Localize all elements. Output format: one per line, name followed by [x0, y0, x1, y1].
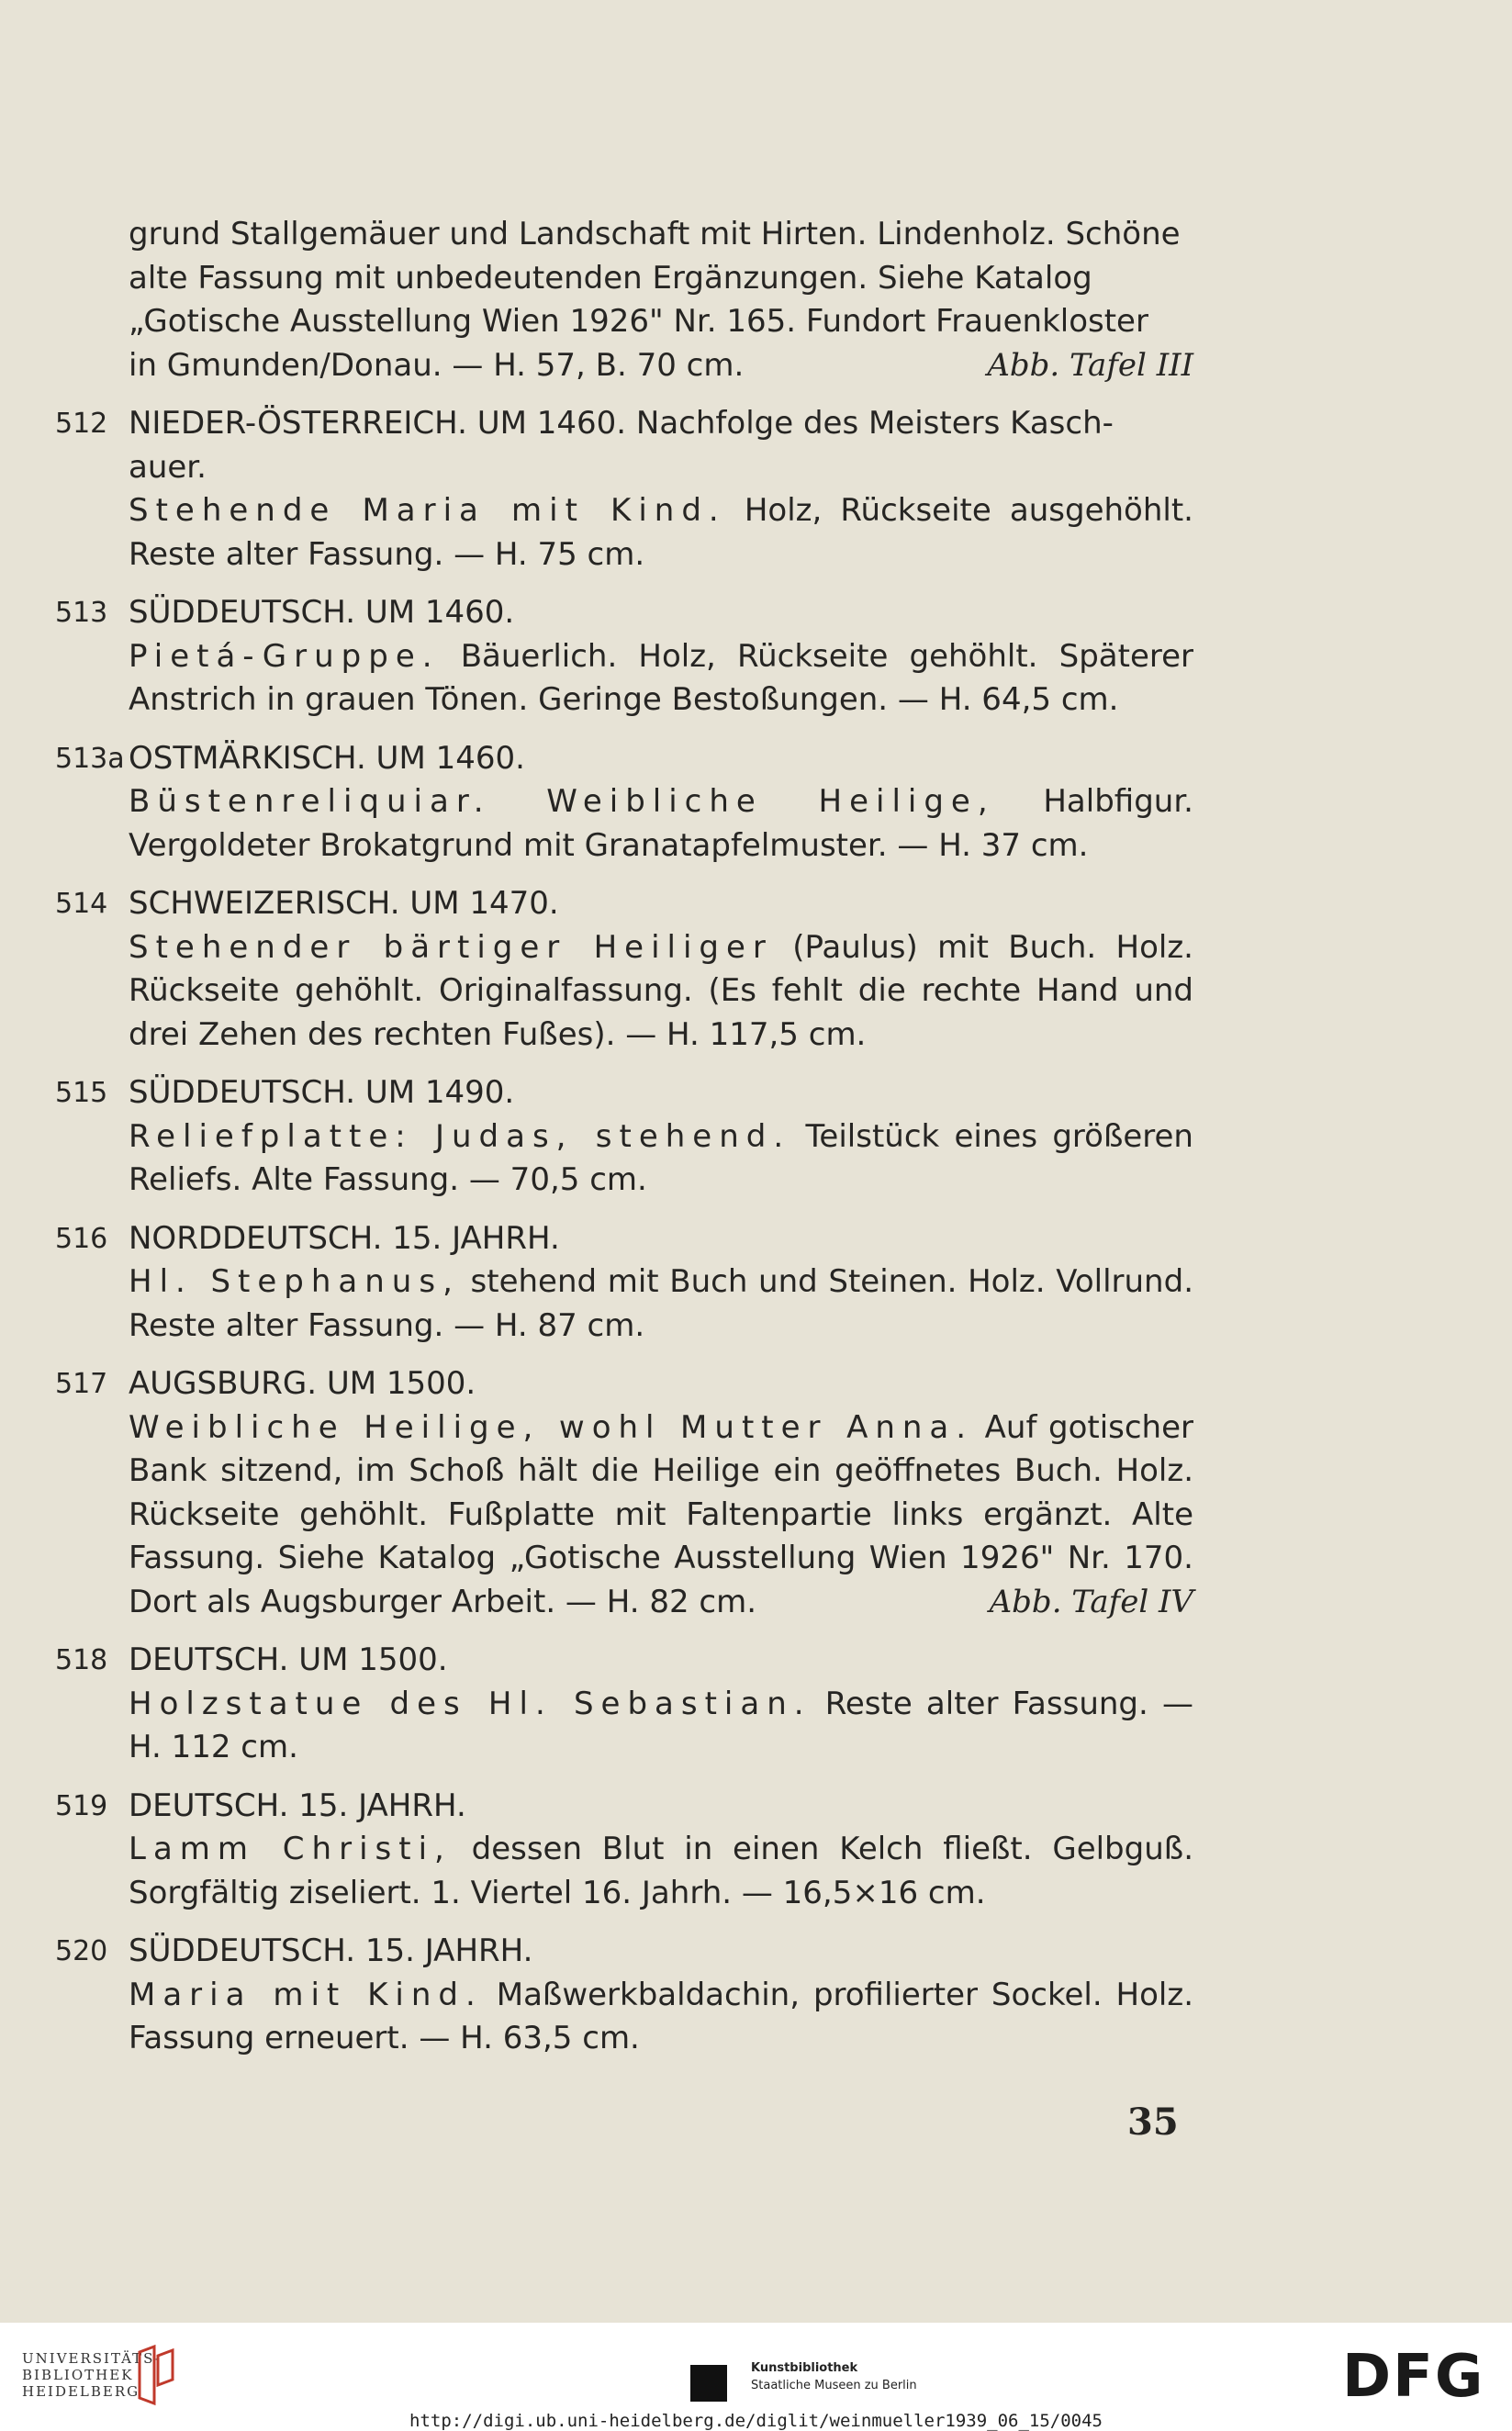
footer	[0, 2323, 1512, 2431]
catalog-entry	[55, 1362, 1193, 1624]
entry-details: dessen Blut in einen Kelch fließt. Gelbguß. Sorgfältig ziseliert. 1. Viertel 16. Jahrh. — 16,5×16 cm.	[129, 1831, 1193, 1911]
library-emblem-icon	[136, 2343, 178, 2407]
entry-description	[129, 780, 1193, 868]
entry-details: Teilstück eines größeren Reliefs. Alte Fassung. — 70,5 cm.	[129, 1117, 1193, 1198]
entry-details: Holz, Rückseite ausgehöhlt. Reste alter Fassung. — H. 75 cm.	[129, 492, 1193, 573]
entry-details: Bäuerlich. Holz, Rückseite gehöhlt. Späterer Anstrich in grauen Tönen. Geringe Bestoßungen. — H. 64,5 cm.	[129, 637, 1193, 718]
uni-line: UNIVERSITÄTS-	[22, 2350, 162, 2367]
entry-list	[55, 402, 1193, 2061]
intro-line: alte Fassung mit unbedeutenden Ergänzungen. Siehe Katalog	[129, 259, 1092, 297]
entry-heading: DEUTSCH. 15. JAHRH.	[129, 1787, 466, 1824]
entry-description	[129, 1260, 1193, 1348]
entry-description	[129, 1683, 1193, 1770]
uni-line: HEIDELBERG	[22, 2383, 140, 2400]
entry-title: Hl. Stephanus,	[129, 1263, 460, 1300]
entry-heading: NIEDER-ÖSTERREICH. UM 1460. Nachfolge des Meisters Kasch-	[129, 405, 1114, 442]
entry-title: Stehender bärtiger Heiliger	[129, 928, 773, 966]
entry-number: 514	[55, 888, 108, 920]
entry-number: 520	[55, 1935, 108, 1967]
entry-title: Maria mit Kind.	[129, 1976, 483, 2013]
catalog-entry	[55, 1217, 1193, 1349]
catalog-text	[55, 213, 1193, 2061]
entry-figure-ref: Abb. Tafel IV	[989, 1583, 1193, 1620]
entry-title: Büstenreliquiar. Weibliche Heilige,	[129, 783, 995, 820]
entry-details: Auf gotischer Bank sitzend, im Schoß hält die Heilige ein geöffnetes Buch. Holz. Rückseite gehöhlt. Fußplatte mit Faltenpartie links ergänzt. Alte Fassung. Siehe Katalog „Gotische Ausstellung Wien 1926" Nr. 170. Dort als Augsburger Arbeit. — H. 82 cm.	[129, 1408, 1193, 1620]
entry-heading: SÜDDEUTSCH. UM 1490.	[129, 1074, 515, 1111]
dfg-logo[interactable]: DFG	[1342, 2343, 1485, 2411]
entry-number: 513a	[55, 742, 125, 775]
entry-title: Pietá-Gruppe.	[129, 637, 440, 675]
source-url[interactable]: http://digi.ub.uni-heidelberg.de/diglit/weinmueller1939_06_15/0045	[409, 2411, 1103, 2431]
entry-details: (Paulus) mit Buch. Holz. Rückseite gehöhlt. Originalfassung. (Es fehlt die rechte Hand und drei Zehen des rechten Fußes). — H. 117,5 cm.	[129, 928, 1193, 1053]
kb-text	[751, 2359, 990, 2394]
catalog-entry	[55, 591, 1193, 723]
intro-line: „Gotische Ausstellung Wien 1926" Nr. 165. Fundort Frauenkloster	[129, 303, 1148, 340]
entry-number: 515	[55, 1077, 108, 1109]
entry-details: Halbfigur. Vergoldeter Brokatgrund mit Granatapfelmuster. — H. 37 cm.	[129, 783, 1193, 864]
entry-details: Reste alter Fassung. — H. 112 cm.	[129, 1685, 1194, 1765]
intro-line: grund Stallgemäuer und Landschaft mit Hirten. Lindenholz. Schöne	[129, 216, 1181, 252]
entry-description	[129, 1974, 1193, 2061]
intro-line-text: in Gmunden/Donau. — H. 57, B. 70 cm.	[129, 346, 745, 384]
entry-description	[129, 489, 1193, 577]
intro-figure-ref: Abb. Tafel III	[987, 346, 1193, 384]
entry-description	[129, 1828, 1193, 1915]
entry-details: Maßwerkbaldachin, profilierter Sockel. Holz. Fassung erneuert. — H. 63,5 cm.	[129, 1976, 1194, 2056]
page-number: 35	[1127, 2101, 1179, 2144]
catalog-entry	[55, 882, 1193, 1057]
entry-heading: SÜDDEUTSCH. UM 1460.	[129, 594, 515, 631]
entry-number: 512	[55, 408, 108, 440]
entry-heading-continued: auer.	[129, 448, 207, 486]
entry-number: 517	[55, 1368, 108, 1400]
entry-title: Reliefplatte: Judas, stehend.	[129, 1117, 791, 1155]
kb-subtitle: Staatliche Museen zu Berlin	[751, 2379, 917, 2392]
entry-heading: SCHWEIZERISCH. UM 1470.	[129, 885, 559, 922]
catalog-entry	[55, 1785, 1193, 1916]
entry-description	[129, 635, 1193, 723]
entry-heading: OSTMÄRKISCH. UM 1460.	[129, 739, 525, 777]
catalog-entry	[55, 737, 1193, 868]
entry-heading: DEUTSCH. UM 1500.	[129, 1641, 448, 1678]
catalog-entry	[55, 1930, 1193, 2061]
intro-paragraph	[55, 213, 1193, 387]
uni-line: BIBLIOTHEK	[22, 2367, 134, 2383]
entry-number: 516	[55, 1222, 108, 1255]
entry-description	[129, 926, 1193, 1058]
catalog-entry	[55, 1071, 1193, 1203]
catalog-entry	[55, 402, 1193, 577]
entry-title: Weibliche Heilige, wohl Mutter Anna.	[129, 1408, 974, 1446]
entry-number: 513	[55, 597, 108, 629]
intro-line	[129, 344, 1193, 388]
entry-title: Stehende Maria mit Kind.	[129, 492, 726, 529]
entry-title: Holzstatue des Hl. Sebastian.	[129, 1685, 812, 1722]
kb-title: Kunstbibliothek	[751, 2361, 858, 2375]
entry-description	[129, 1115, 1193, 1203]
entry-number: 518	[55, 1644, 108, 1676]
entry-description	[129, 1406, 1193, 1625]
entry-heading: NORDDEUTSCH. 15. JAHRH.	[129, 1219, 560, 1257]
kb-square-icon	[690, 2365, 727, 2402]
entry-title: Lamm Christi,	[129, 1831, 452, 1867]
entry-heading: SÜDDEUTSCH. 15. JAHRH.	[129, 1932, 533, 1969]
entry-heading: AUGSBURG. UM 1500.	[129, 1365, 476, 1402]
catalog-entry	[55, 1639, 1193, 1770]
entry-details: stehend mit Buch und Steinen. Holz. Vollrund. Reste alter Fassung. — H. 87 cm.	[129, 1263, 1193, 1344]
entry-number: 519	[55, 1789, 108, 1822]
